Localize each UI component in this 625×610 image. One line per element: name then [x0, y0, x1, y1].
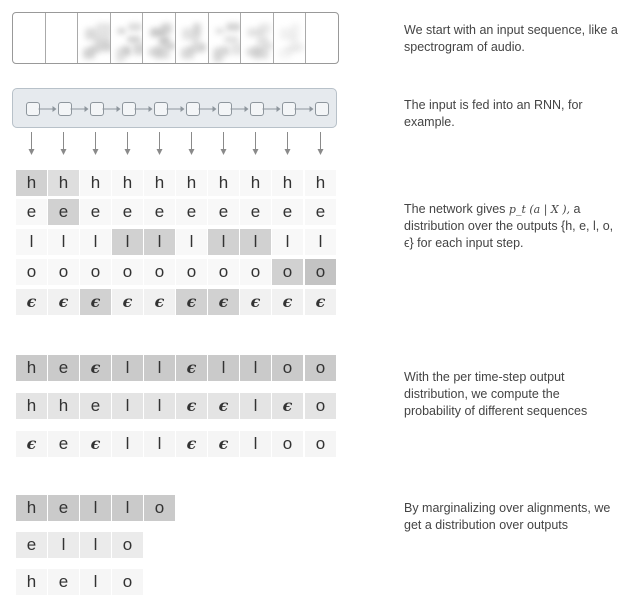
distribution-cell: l: [208, 229, 239, 255]
distribution-cell: o: [144, 259, 175, 285]
rnn-link-arrowhead: [117, 106, 121, 112]
sequence-token: e: [48, 355, 79, 381]
rnn-link-arrowhead: [181, 106, 185, 112]
sequence-token: o: [305, 355, 336, 381]
output-token: o: [112, 532, 143, 558]
distribution-cell: e: [208, 199, 239, 225]
distribution-cell: ϵ: [305, 289, 336, 315]
output-arrowhead: [29, 149, 35, 155]
distribution-cell: h: [272, 170, 303, 196]
distribution-cell: o: [112, 259, 143, 285]
sequence-token: l: [208, 355, 239, 381]
sequence-token: l: [112, 393, 143, 419]
output-arrowhead: [61, 149, 67, 155]
distribution-cell: o: [48, 259, 79, 285]
sequence-token: h: [16, 393, 47, 419]
sequence-token: h: [48, 393, 79, 419]
distribution-cell: ϵ: [16, 289, 47, 315]
distribution-cell: l: [16, 229, 47, 255]
sequence-token: l: [144, 431, 175, 457]
distribution-cell: l: [240, 229, 271, 255]
distribution-cell: h: [80, 170, 111, 196]
distribution-cell: e: [144, 199, 175, 225]
distribution-cell: l: [272, 229, 303, 255]
distribution-cell: e: [16, 199, 47, 225]
caption-distribution: [404, 201, 619, 252]
distribution-cell: e: [272, 199, 303, 225]
sequence-token: l: [112, 355, 143, 381]
distribution-cell: o: [16, 259, 47, 285]
distribution-cell: ϵ: [80, 289, 111, 315]
rnn-link-arrowhead: [85, 106, 89, 112]
caption-distribution-prefix: The network gives: [404, 202, 506, 216]
output-arrowhead: [157, 149, 163, 155]
sequence-token: l: [240, 393, 271, 419]
distribution-cell: ϵ: [208, 289, 239, 315]
sequence-token: e: [80, 393, 111, 419]
output-arrowhead: [221, 149, 227, 155]
distribution-cell: o: [80, 259, 111, 285]
sequence-token: ϵ: [80, 355, 111, 381]
sequence-token: o: [272, 355, 303, 381]
distribution-cell: o: [208, 259, 239, 285]
sequence-token: l: [112, 431, 143, 457]
sequence-token: ϵ: [176, 355, 207, 381]
output-token: l: [112, 495, 143, 521]
distribution-cell: l: [144, 229, 175, 255]
sequence-token: l: [240, 355, 271, 381]
sequence-token: ϵ: [208, 431, 239, 457]
distribution-cell: ϵ: [272, 289, 303, 315]
distribution-cell: e: [240, 199, 271, 225]
rnn-link-arrowhead: [213, 106, 217, 112]
output-token: h: [16, 569, 47, 595]
sequence-token: ϵ: [208, 393, 239, 419]
distribution-cell: h: [48, 170, 79, 196]
distribution-cell: h: [144, 170, 175, 196]
distribution-cell: l: [48, 229, 79, 255]
rnn-link-arrowhead: [277, 106, 281, 112]
output-token: l: [80, 532, 111, 558]
sequence-token: o: [272, 431, 303, 457]
rnn-link-arrowhead: [53, 106, 57, 112]
distribution-cell: ϵ: [240, 289, 271, 315]
output-arrowhead: [318, 149, 324, 155]
output-token: e: [16, 532, 47, 558]
distribution-cell: h: [240, 170, 271, 196]
distribution-cell: e: [48, 199, 79, 225]
output-arrowhead: [125, 149, 131, 155]
distribution-cell: e: [112, 199, 143, 225]
output-token: e: [48, 495, 79, 521]
distribution-cell: o: [272, 259, 303, 285]
output-token: o: [144, 495, 175, 521]
caption-rnn: The input is fed into an RNN, for example.: [404, 98, 583, 129]
distribution-cell: e: [305, 199, 336, 225]
sequence-token: ϵ: [176, 431, 207, 457]
sequence-token: l: [240, 431, 271, 457]
rnn-link-arrowhead: [245, 106, 249, 112]
sequence-token: ϵ: [176, 393, 207, 419]
caption-marginal: By marginalizing over alignments, we get a distribution over outputs: [404, 501, 611, 532]
sequence-token: e: [48, 431, 79, 457]
output-arrowhead: [189, 149, 195, 155]
sequence-token: ϵ: [272, 393, 303, 419]
distribution-cell: h: [112, 170, 143, 196]
output-token: o: [112, 569, 143, 595]
sequence-token: h: [16, 355, 47, 381]
output-arrowhead: [285, 149, 291, 155]
output-token: l: [80, 495, 111, 521]
distribution-cell: ϵ: [112, 289, 143, 315]
sequence-token: o: [305, 393, 336, 419]
distribution-cell: o: [240, 259, 271, 285]
distribution-cell: h: [208, 170, 239, 196]
distribution-cell: o: [176, 259, 207, 285]
caption-distribution-math: p_t (a | X ),: [508, 203, 571, 216]
caption-sequences: With the per time-step output distribution, we compute the probability of different sequences: [404, 370, 588, 418]
sequence-token: l: [144, 355, 175, 381]
output-arrowhead: [93, 149, 99, 155]
distribution-cell: e: [176, 199, 207, 225]
sequence-token: l: [144, 393, 175, 419]
distribution-cell: ϵ: [144, 289, 175, 315]
distribution-cell: l: [80, 229, 111, 255]
distribution-cell: o: [305, 259, 336, 285]
output-token: e: [48, 569, 79, 595]
rnn-link-arrowhead: [149, 106, 153, 112]
distribution-cell: l: [305, 229, 336, 255]
distribution-cell: ϵ: [176, 289, 207, 315]
output-token: h: [16, 495, 47, 521]
distribution-cell: ϵ: [48, 289, 79, 315]
output-arrowhead: [253, 149, 259, 155]
distribution-cell: h: [176, 170, 207, 196]
distribution-cell: l: [176, 229, 207, 255]
caption-input: We start with an input sequence, like a spectrogram of audio.: [404, 23, 618, 54]
sequence-token: ϵ: [16, 431, 47, 457]
caption-distribution-suffix: a distribution over the outputs {h, e, l, o, ϵ} for each input step.: [404, 202, 614, 250]
output-token: l: [48, 532, 79, 558]
distribution-cell: h: [16, 170, 47, 196]
rnn-link-arrowhead: [310, 106, 314, 112]
distribution-cell: h: [305, 170, 336, 196]
distribution-cell: e: [80, 199, 111, 225]
distribution-cell: l: [112, 229, 143, 255]
output-token: l: [80, 569, 111, 595]
sequence-token: ϵ: [80, 431, 111, 457]
sequence-token: o: [305, 431, 336, 457]
